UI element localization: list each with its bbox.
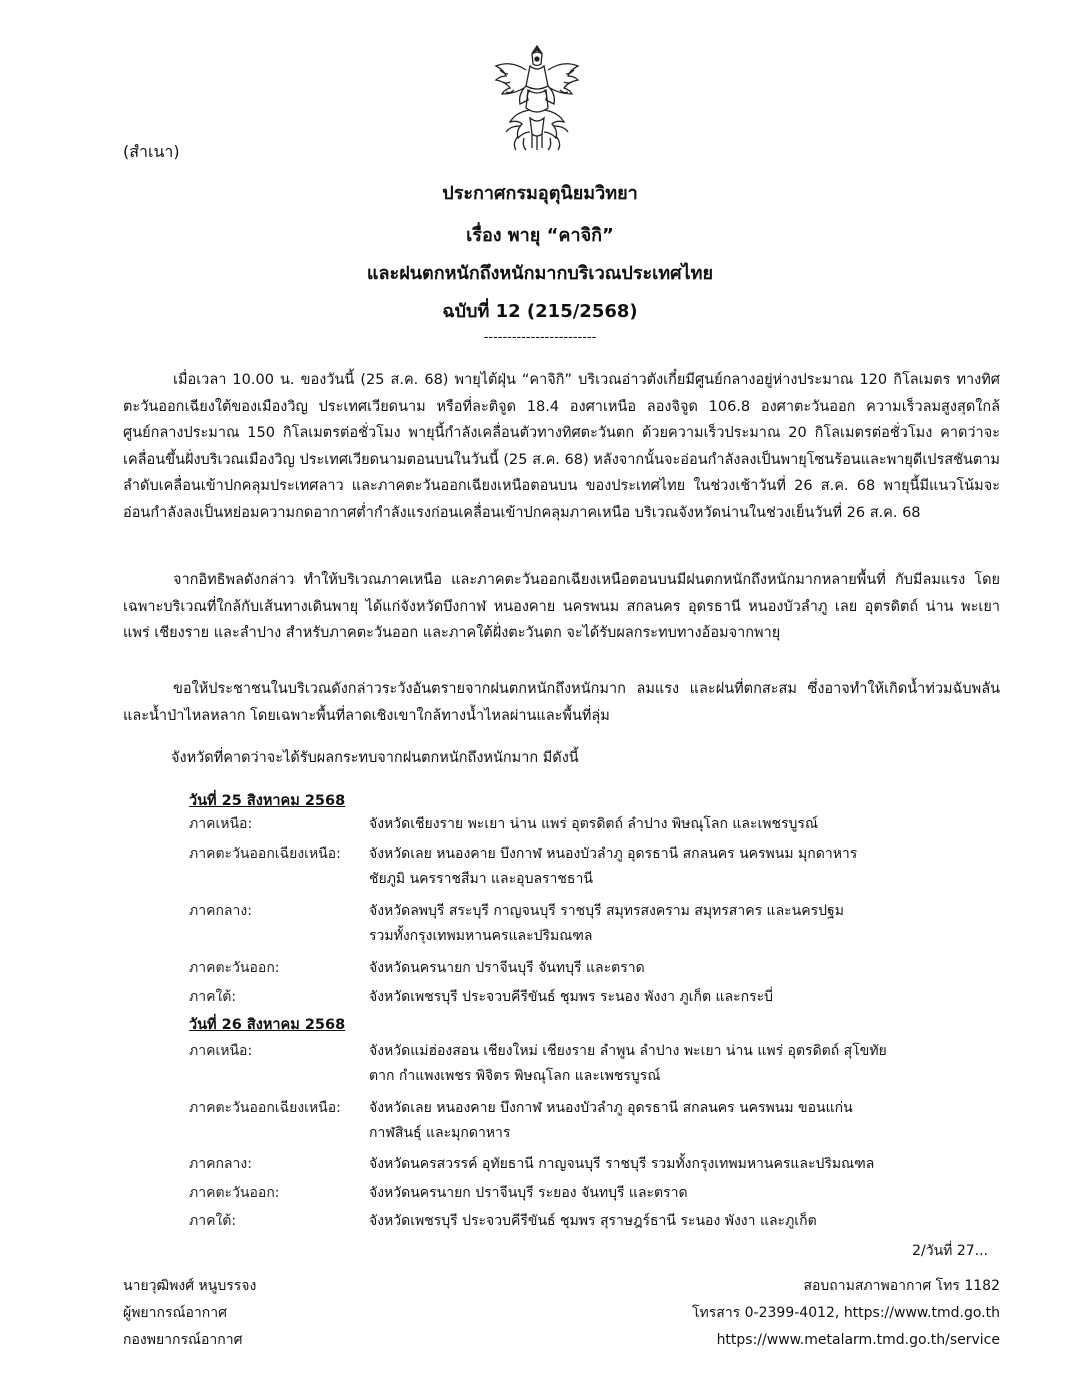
province-list: จังหวัดนครนายก ปราจีนบุรี ระยอง จันทบุรี และตราด	[369, 1185, 688, 1201]
announcement-subject-cont: และฝนตกหนักถึงหนักมากบริเวณประเทศไทย	[366, 263, 714, 284]
region-name: ภาคตะวันออก:	[189, 960, 280, 976]
region-row	[189, 842, 1000, 892]
contact-info	[692, 1273, 1000, 1354]
province-line: กาฬสินธุ์ และมุกดาหาร	[369, 1125, 511, 1141]
paragraph-warning: ขอให้ประชาชนในบริเวณดังกล่าวระวังอันตรายจากฝนตกหนักถึงหนักมาก ลมแรง และฝนที่ตกสะสม ซึ่งอาจทำให้เกิดน้ำท่วมฉับพลัน และน้ำป่าไหลหลาก โดยเฉพาะพื้นที่ลาดเชิงเขาใกล้ทางน้ำไหลผ่านและพื้นที่ลุ่ม	[123, 681, 1000, 724]
copy-label: (สำเนา)	[123, 142, 180, 161]
province-list: จังหวัดนครนายก ปราจีนบุรี จันทบุรี และตราด	[369, 960, 645, 976]
region-name: ภาคกลาง:	[189, 903, 252, 919]
day-heading: วันที่ 25 สิงหาคม 2568	[189, 793, 346, 809]
contact-service-link[interactable]: https://www.metalarm.tmd.go.th/service	[716, 1332, 1000, 1348]
region-row	[189, 1181, 1000, 1206]
province-line: จังหวัดเลย หนองคาย บึงกาฬ หนองบัวลำภู อุดรธานี สกลนคร นครพนม ขอนแก่น	[369, 1100, 853, 1116]
region-row	[189, 1096, 1000, 1146]
forecaster-signature	[123, 1273, 256, 1354]
region-name: ภาคใต้:	[189, 989, 237, 1005]
region-name: ภาคใต้:	[189, 1213, 237, 1229]
province-line: รวมทั้งกรุงเทพมหานครและปริมณฑล	[369, 928, 593, 944]
region-name: ภาคเหนือ:	[189, 1043, 253, 1059]
region-row	[189, 1152, 1000, 1177]
province-list	[369, 899, 1000, 949]
province-list	[369, 1039, 1000, 1089]
garuda-emblem-icon	[490, 40, 585, 155]
province-line: ชัยภูมิ นครราชสีมา และอุบลราชธานี	[369, 871, 593, 887]
province-list: จังหวัดเชียงราย พะเยา น่าน แพร่ อุตรดิตถ์ ลำปาง พิษณุโลก และเพชรบูรณ์	[369, 816, 818, 832]
province-list: จังหวัดเพชรบุรี ประจวบคีรีขันธ์ ชุมพร ระนอง พังงา ภูเก็ต และกระบี่	[369, 989, 774, 1005]
contact-fax-website[interactable]: โทรสาร 0-2399-4012, https://www.tmd.go.th	[692, 1305, 1000, 1321]
paragraph-storm-status: เมื่อเวลา 10.00 น. ของวันนี้ (25 ส.ค. 68) พายุไต้ฝุ่น “คาจิกิ” บริเวณอ่าวตังเกี๋ยมีศูนย์กลางอยู่ห่างประมาณ 120 กิโลเมตร ทางทิศตะวันออกเฉียงใต้ของเมืองวิญ ประเทศเวียดนาม หรือที่ละติจูด 18.4 องศาเหนือ ลองจิจูด 106.8 องศาตะวันออก ความเร็วลมสูงสุดใกล้ศูนย์กลางประมาณ 150 กิโลเมตรต่อชั่วโมง พายุนี้กำลังเคลื่อนตัวทางทิศตะวันตก ด้วยความเร็วประมาณ 20 กิโลเมตรต่อชั่วโมง คาดว่าจะเคลื่อนขึ้นฝั่งบริเวณเมืองวิญ ประเทศเวียดนามตอนบนในวันนี้ (25 ส.ค. 68) หลังจากนั้นจะอ่อนกำลังลงเป็นพายุโซนร้อนและพายุดีเปรสชันตามลำดับเคลื่อนเข้าปกคลุมประเทศลาว และภาคตะวันออกเฉียงเหนือตอนบน ของประเทศไทย ในช่วงเช้าวันที่ 26 ส.ค. 68 พายุนี้มีแนวโน้มจะอ่อนกำลังลงเป็นหย่อมความกดอากาศต่ำกำลังแรงก่อนเคลื่อนเข้าปกคลุมภาคเหนือ บริเวณจังหวัดน่านในช่วงเย็นวันที่ 26 ส.ค. 68	[123, 372, 1000, 521]
announcement-title: ประกาศกรมอุตุนิยมวิทยา	[442, 183, 638, 204]
province-line: จังหวัดลพบุรี สระบุรี กาญจนบุรี ราชบุรี สมุทรสงคราม สมุทรสาคร และนครปฐม	[369, 903, 844, 919]
region-row	[189, 1039, 1000, 1089]
contact-phone: สอบถามสภาพอากาศ โทร 1182	[803, 1278, 1000, 1294]
province-list	[369, 842, 1000, 892]
paragraph-impact: จากอิทธิพลดังกล่าว ทำให้บริเวณภาคเหนือ และภาคตะวันออกเฉียงเหนือตอนบนมีฝนตกหนักถึงหนักมากหลายพื้นที่ กับมีลมแรง โดยเฉพาะบริเวณที่ใกล้กับเส้นทางเดินพายุ ได้แก่จังหวัดบึงกาฬ หนองคาย นครพนม สกลนคร อุดรธานี หนองบัวลำภู เลย อุตรดิตถ์ น่าน พะเยา แพร่ เชียงราย และลำปาง สำหรับภาคตะวันออก และภาคใต้ฝั่งตะวันตก จะได้รับผลกระทบทางอ้อมจากพายุ	[123, 572, 1000, 641]
province-list: จังหวัดเพชรบุรี ประจวบคีรีขันธ์ ชุมพร สุราษฎร์ธานี ระนอง พังงา และภูเก็ต	[369, 1213, 817, 1229]
forecaster-title: ผู้พยากรณ์อากาศ	[123, 1305, 227, 1321]
province-line: จังหวัดเลย หนองคาย บึงกาฬ หนองบัวลำภู อุดรธานี สกลนคร นครพนม มุกดาหาร	[369, 846, 858, 862]
region-row	[189, 956, 1000, 981]
forecaster-division: กองพยากรณ์อากาศ	[123, 1332, 243, 1348]
paragraph-affected-intro: จังหวัดที่คาดว่าจะได้รับผลกระทบจากฝนตกหนักถึงหนักมาก มีดังนี้	[171, 750, 579, 766]
province-line: จังหวัดแม่ฮ่องสอน เชียงใหม่ เชียงราย ลำพูน ลำปาง พะเยา น่าน แพร่ อุตรดิตถ์ สุโขทัย	[369, 1043, 887, 1059]
next-page-indicator: 2/วันที่ 27...	[912, 1243, 988, 1259]
title-separator: ------------------------	[483, 330, 597, 345]
region-row	[189, 985, 1000, 1010]
region-name: ภาคตะวันออก:	[189, 1185, 280, 1201]
province-line: ตาก กำแพงเพชร พิจิตร พิษณุโลก และเพชรบูรณ์	[369, 1068, 661, 1084]
province-list: จังหวัดนครสวรรค์ อุทัยธานี กาญจนบุรี ราชบุรี รวมทั้งกรุงเทพมหานครและปริมณฑล	[369, 1156, 875, 1172]
province-list	[369, 1096, 1000, 1146]
forecaster-name: นายวุฒิพงศ์ หนูบรรจง	[123, 1278, 257, 1294]
announcement-issue-number: ฉบับที่ 12 (215/2568)	[442, 301, 638, 322]
region-name: ภาคกลาง:	[189, 1156, 252, 1172]
region-row	[189, 1209, 1000, 1234]
region-row	[189, 812, 1000, 837]
region-name: ภาคตะวันออกเฉียงเหนือ:	[189, 846, 341, 862]
announcement-subject: เรื่อง พายุ “คาจิกิ”	[466, 225, 614, 246]
region-name: ภาคเหนือ:	[189, 816, 253, 832]
region-row	[189, 899, 1000, 949]
region-name: ภาคตะวันออกเฉียงเหนือ:	[189, 1100, 341, 1116]
day-heading: วันที่ 26 สิงหาคม 2568	[189, 1017, 346, 1033]
